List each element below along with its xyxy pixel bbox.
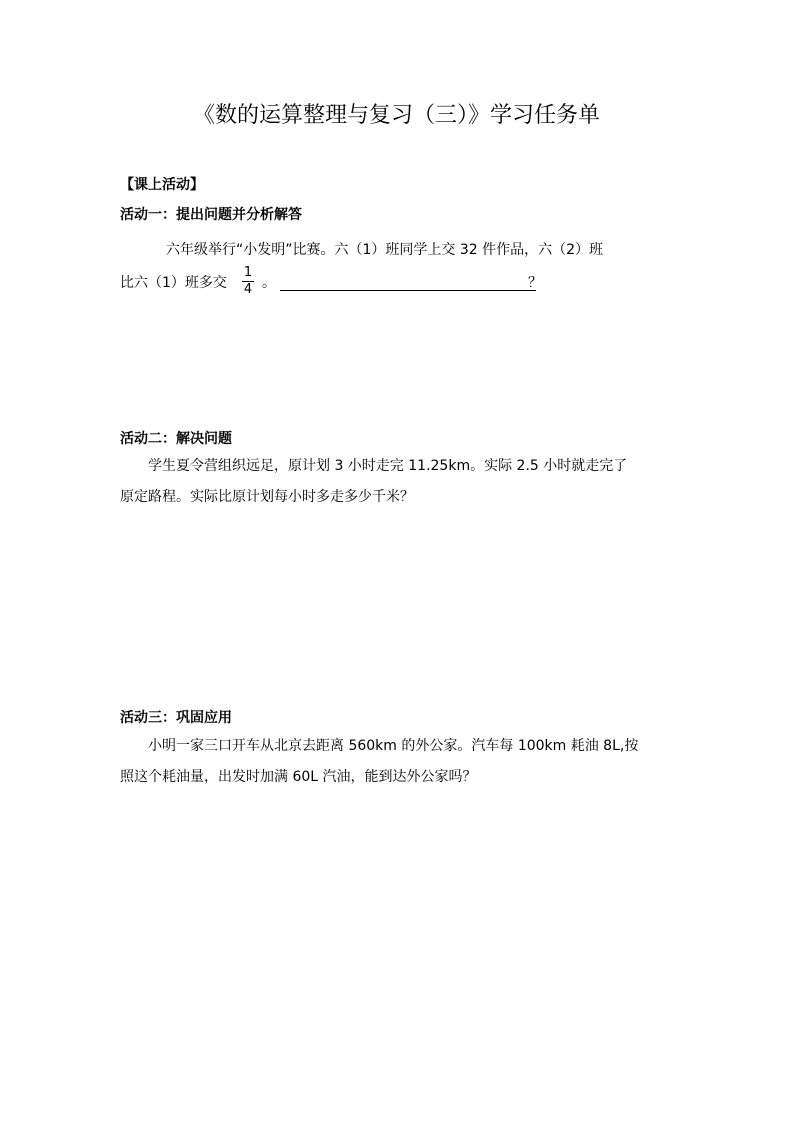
activity2-line1: 学生夏令营组织远足，原计划 3 小时走完 11.25km。实际 2.5 小时就走完了 xyxy=(148,458,628,474)
fraction-denominator: 4 xyxy=(243,282,253,297)
activity1-line2-prefix: 比六（1）班多交 xyxy=(120,275,227,291)
activity3-line2: 照这个耗油量，出发时加满 60L 汽油，能到达外公家吗？ xyxy=(120,769,477,785)
document-title: 《数的运算整理与复习（三）》学习任务单 xyxy=(192,103,600,128)
activity3-heading: 活动三：巩固应用 xyxy=(120,710,232,726)
activity1-heading: 活动一：提出问题并分析解答 xyxy=(120,207,302,223)
activity3-line1: 小明一家三口开车从北京去距离 560km 的外公家。汽车每 100km 耗油 8L,按 xyxy=(148,738,639,754)
activity1-line2-suffix: 。 xyxy=(262,275,276,291)
activity2-heading: 活动二：解决问题 xyxy=(120,431,232,447)
fraction-one-quarter xyxy=(242,266,254,297)
activity1-line1: 六年级举行“小发明”比赛。六（1）班同学上交 32 件作品，六（2）班 xyxy=(166,242,604,258)
blank-question-mark: ？ xyxy=(528,275,542,291)
answer-blank-line xyxy=(280,290,536,291)
activity2-line2: 原定路程。实际比原计划每小时多走多少千米？ xyxy=(120,489,414,505)
fraction-numerator: 1 xyxy=(243,265,253,280)
section-label: 【课上活动】 xyxy=(120,177,204,193)
